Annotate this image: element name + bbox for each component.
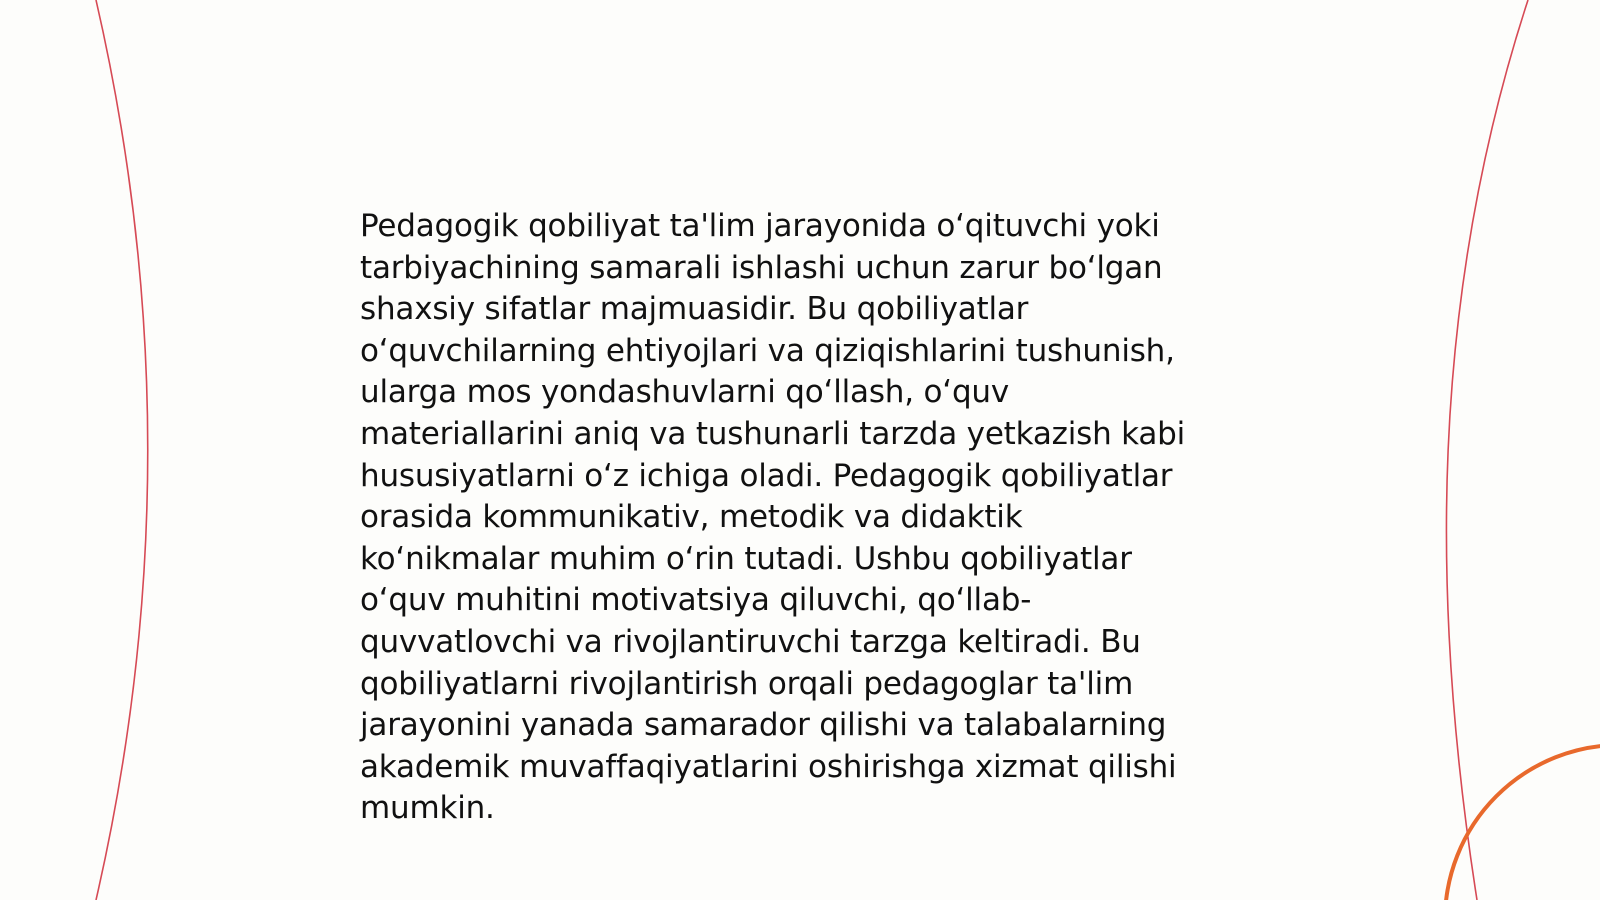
paragraph-line: orasida kommunikativ, metodik va didaktik bbox=[360, 499, 1023, 536]
paragraph-line: jarayonini yanada samarador qilishi va talabalarning bbox=[360, 707, 1167, 744]
paragraph-line: hususiyatlarni o‘z ichiga oladi. Pedagogik qobiliyatlar bbox=[360, 457, 1173, 494]
paragraph-line: Pedagogik qobiliyat ta'lim jarayonida o‘qituvchi yoki bbox=[360, 208, 1160, 244]
body-paragraph bbox=[360, 206, 1240, 830]
orange-circle-arc bbox=[1445, 745, 1600, 900]
paragraph-line: ko‘nikmalar muhim o‘rin tutadi. Ushbu qobiliyatlar bbox=[360, 540, 1132, 577]
left-curve-line bbox=[96, 0, 148, 900]
paragraph-line: o‘quv muhitini motivatsiya qiluvchi, qo‘llab- bbox=[360, 582, 1032, 619]
paragraph-line: ularga mos yondashuvlarni qo‘llash, o‘quv bbox=[360, 374, 1010, 411]
paragraph-line: akademik muvaffaqiyatlarini oshirishga xizmat qilishi bbox=[360, 748, 1177, 785]
paragraph-line: tarbiyachining samarali ishlashi uchun zarur bo‘lgan bbox=[360, 249, 1163, 286]
paragraph-line: quvvatlovchi va rivojlantiruvchi tarzga keltiradi. Bu bbox=[360, 623, 1141, 660]
paragraph-line: materiallarini aniq va tushunarli tarzda yetkazish kabi bbox=[360, 415, 1186, 452]
paragraph-line: qobiliyatlarni rivojlantirish orqali pedagoglar ta'lim bbox=[360, 665, 1134, 702]
paragraph-line: mumkin. bbox=[360, 790, 495, 827]
paragraph-line: o‘quvchilarning ehtiyojlari va qiziqishlarini tushunish, bbox=[360, 332, 1175, 369]
right-curve-line bbox=[1446, 0, 1528, 900]
paragraph-line: shaxsiy sifatlar majmuasidir. Bu qobiliyatlar bbox=[360, 291, 1029, 328]
